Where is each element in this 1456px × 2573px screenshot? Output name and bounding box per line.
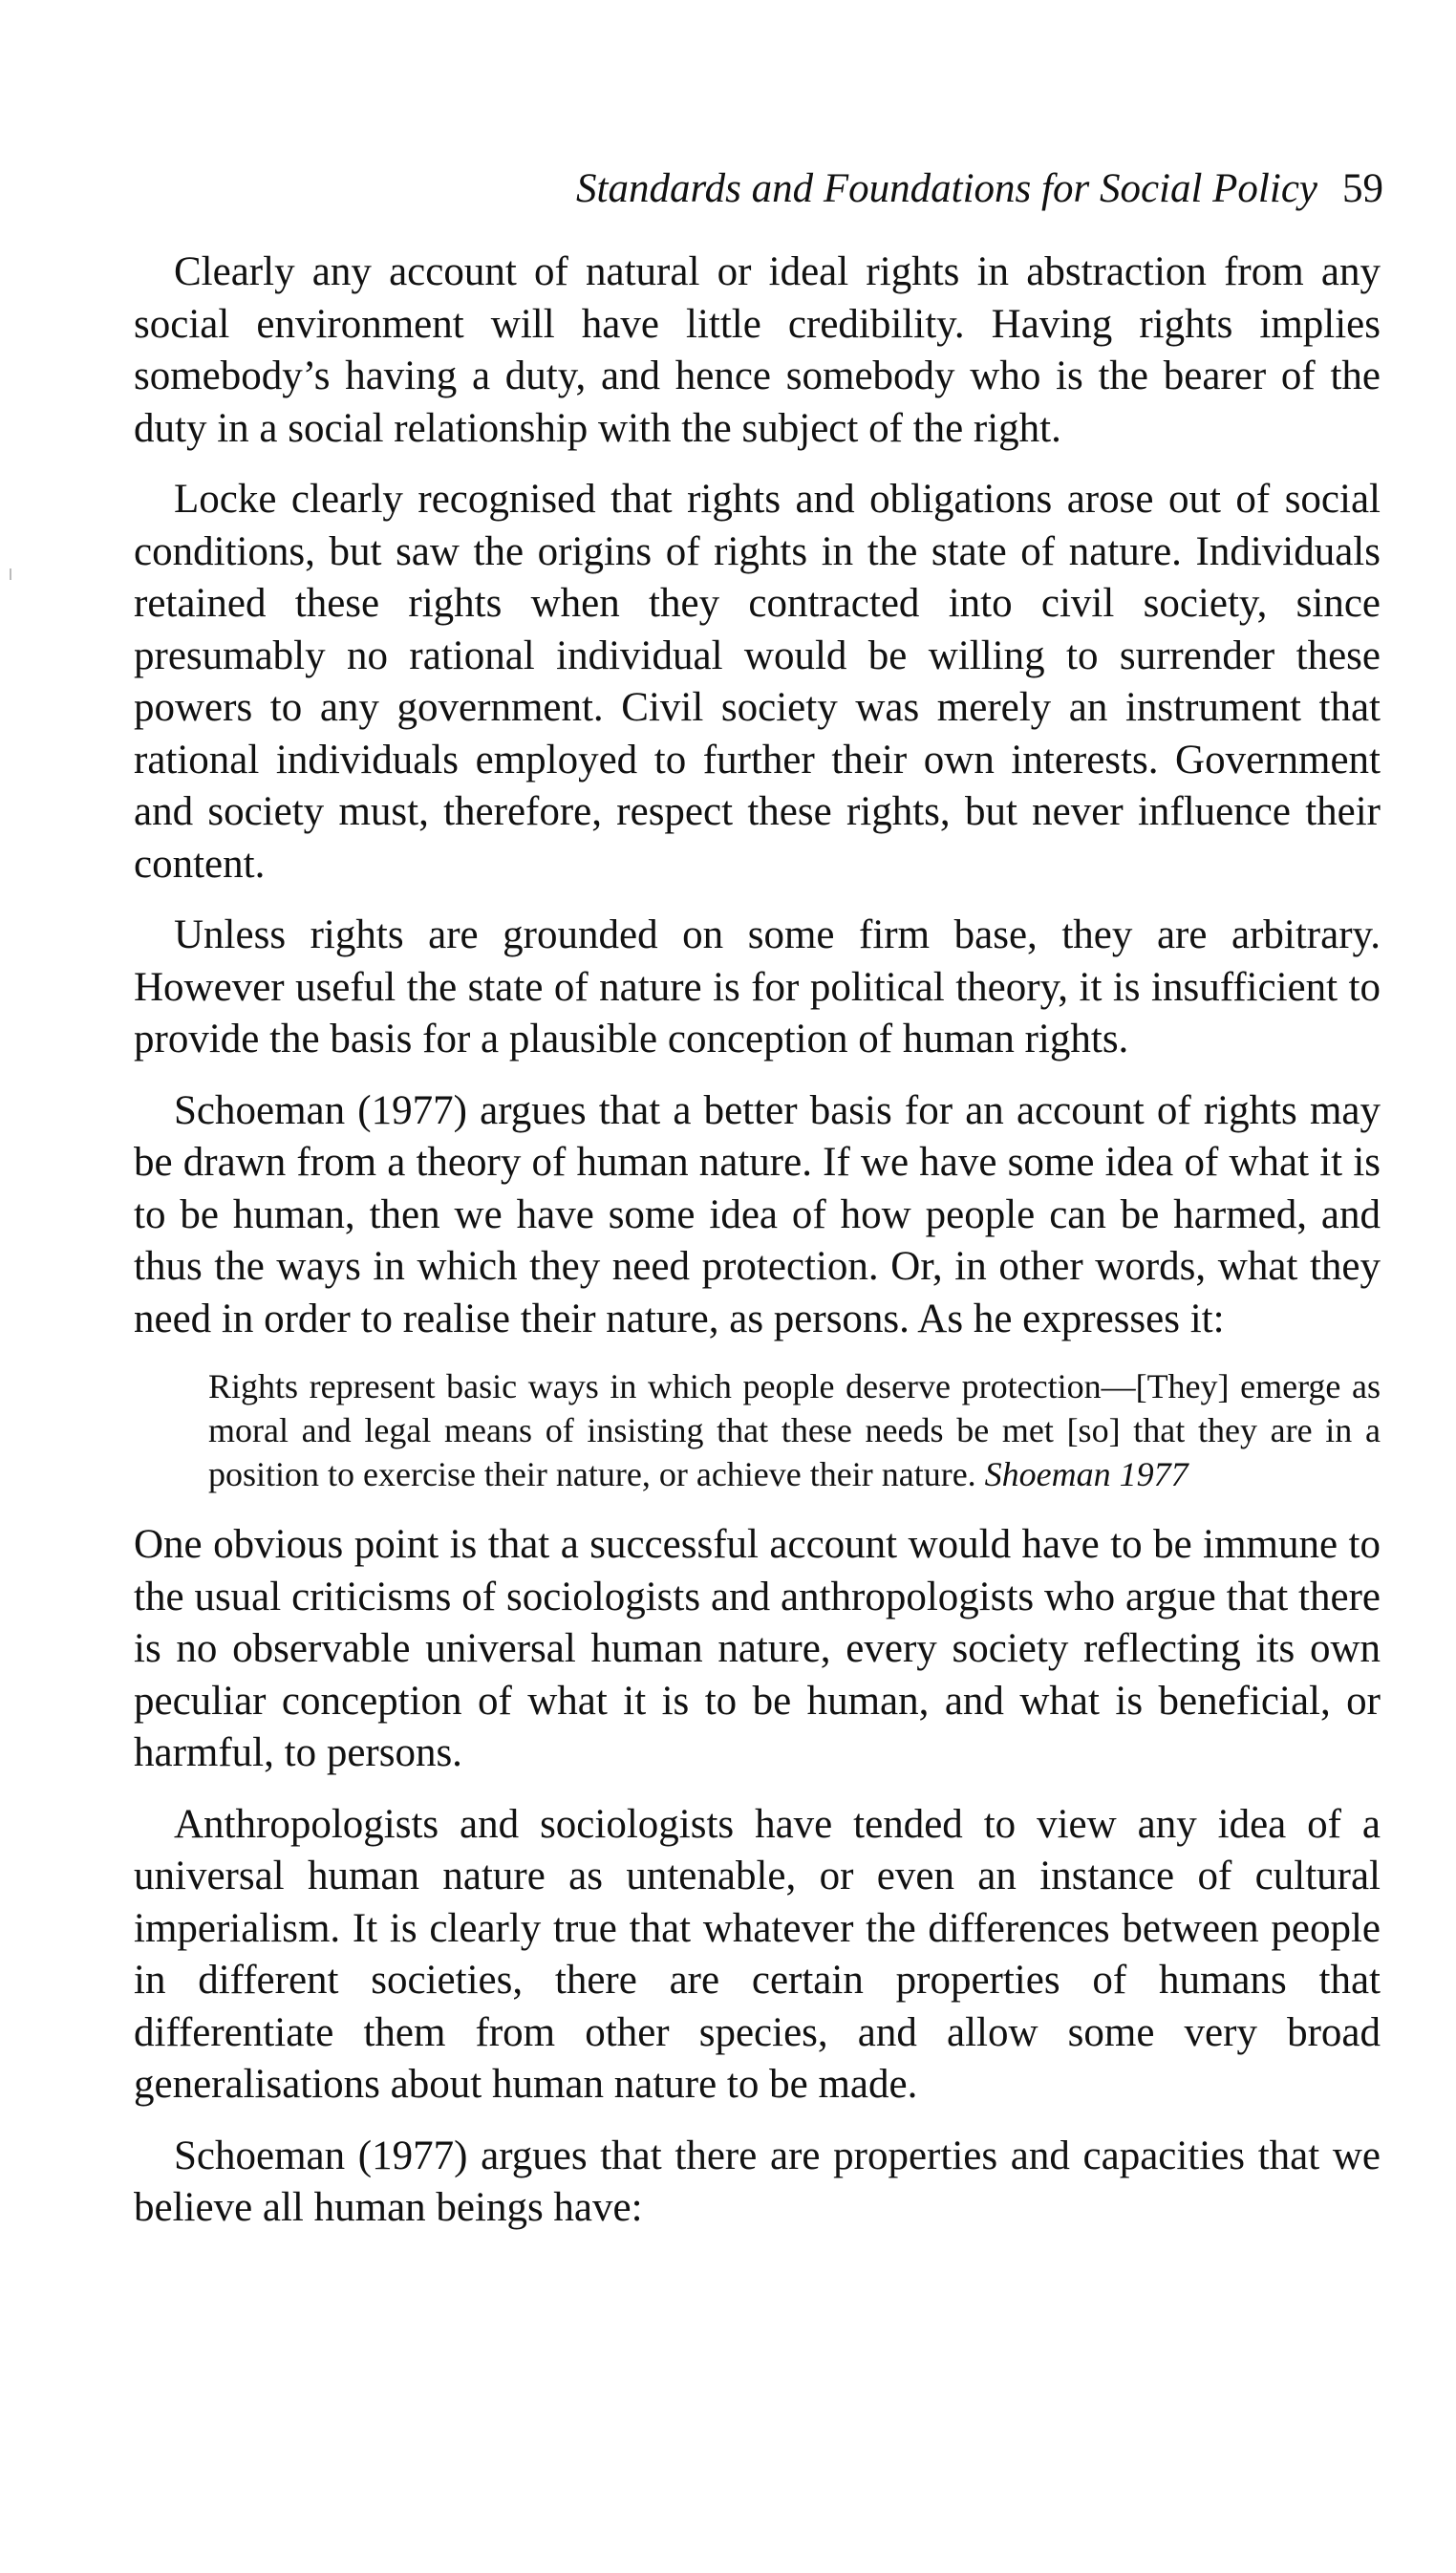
running-header [134,164,1383,214]
paragraph: Locke clearly recognised that rights and obligations arose out of social conditions, but saw the origins of rights in the state of nature. Individuals retained these rights when they contracted into civil society, since presumably no rational individual would be willing to surrender these powers to any government. Civil society was merely an instrument that rational individuals employed to further their own interests. Government and society must, therefore, respect these rights, but never influence their content. [134,477,1381,887]
paragraph: Unless rights are grounded on some firm base, they are arbitrary. However useful the state of nature is for political theory, it is insufficient to provide the basis for a plausible conception of human rights. [134,912,1381,1061]
paragraph: Clearly any account of natural or ideal rights in abstraction from any social environment will have little credibility. Having rights implies somebody’s having a duty, and hence somebody who is the bearer of the duty in a social relationship with the subject of the right. [134,249,1381,451]
paragraph: Anthropologists and sociologists have tended to view any idea of a universal human nature as untenable, or even an instance of cultural imperialism. It is clearly true that whatever the differences between people in different societies, there are certain properties of humans that differentiate them from other species, and allow some very broad generalisations about human nature to be made. [134,1801,1381,2107]
paragraph: Schoeman (1977) argues that a better basis for an account of rights may be drawn from a theory of human nature. If we have some idea of what it is to be human, then we have some idea of how people can be harmed, and thus the ways in which they need protection. Or, in other words, what they need in order to realise their nature, as persons. As he expresses it: [134,1087,1381,1341]
running-title: Standards and Foundations for Social Policy [576,166,1317,211]
block-quote [208,1364,1381,1496]
paragraph: Schoeman (1977) argues that there are properties and capacities that we believe all human beings have: [134,2133,1381,2230]
quote-citation: Shoeman 1977 [984,1455,1188,1493]
scan-edge-mark [10,568,11,580]
paragraph: One obvious point is that a successful account would have to be immune to the usual criticisms of sociologists and anthropologists who argue that there is no observable universal human nature, every society reflecting its own peculiar conception of what it is to be human, and what is beneficial, or harmful, to persons. [134,1522,1381,1775]
page-number: 59 [1342,166,1383,211]
quote-text: Rights represent basic ways in which people deserve protection—[They] emerge as moral and legal means of insisting that these needs be met [so] that they are in a position to exercise their nature, or achieve their nature. [208,1367,1381,1493]
body-text [134,247,1381,2254]
